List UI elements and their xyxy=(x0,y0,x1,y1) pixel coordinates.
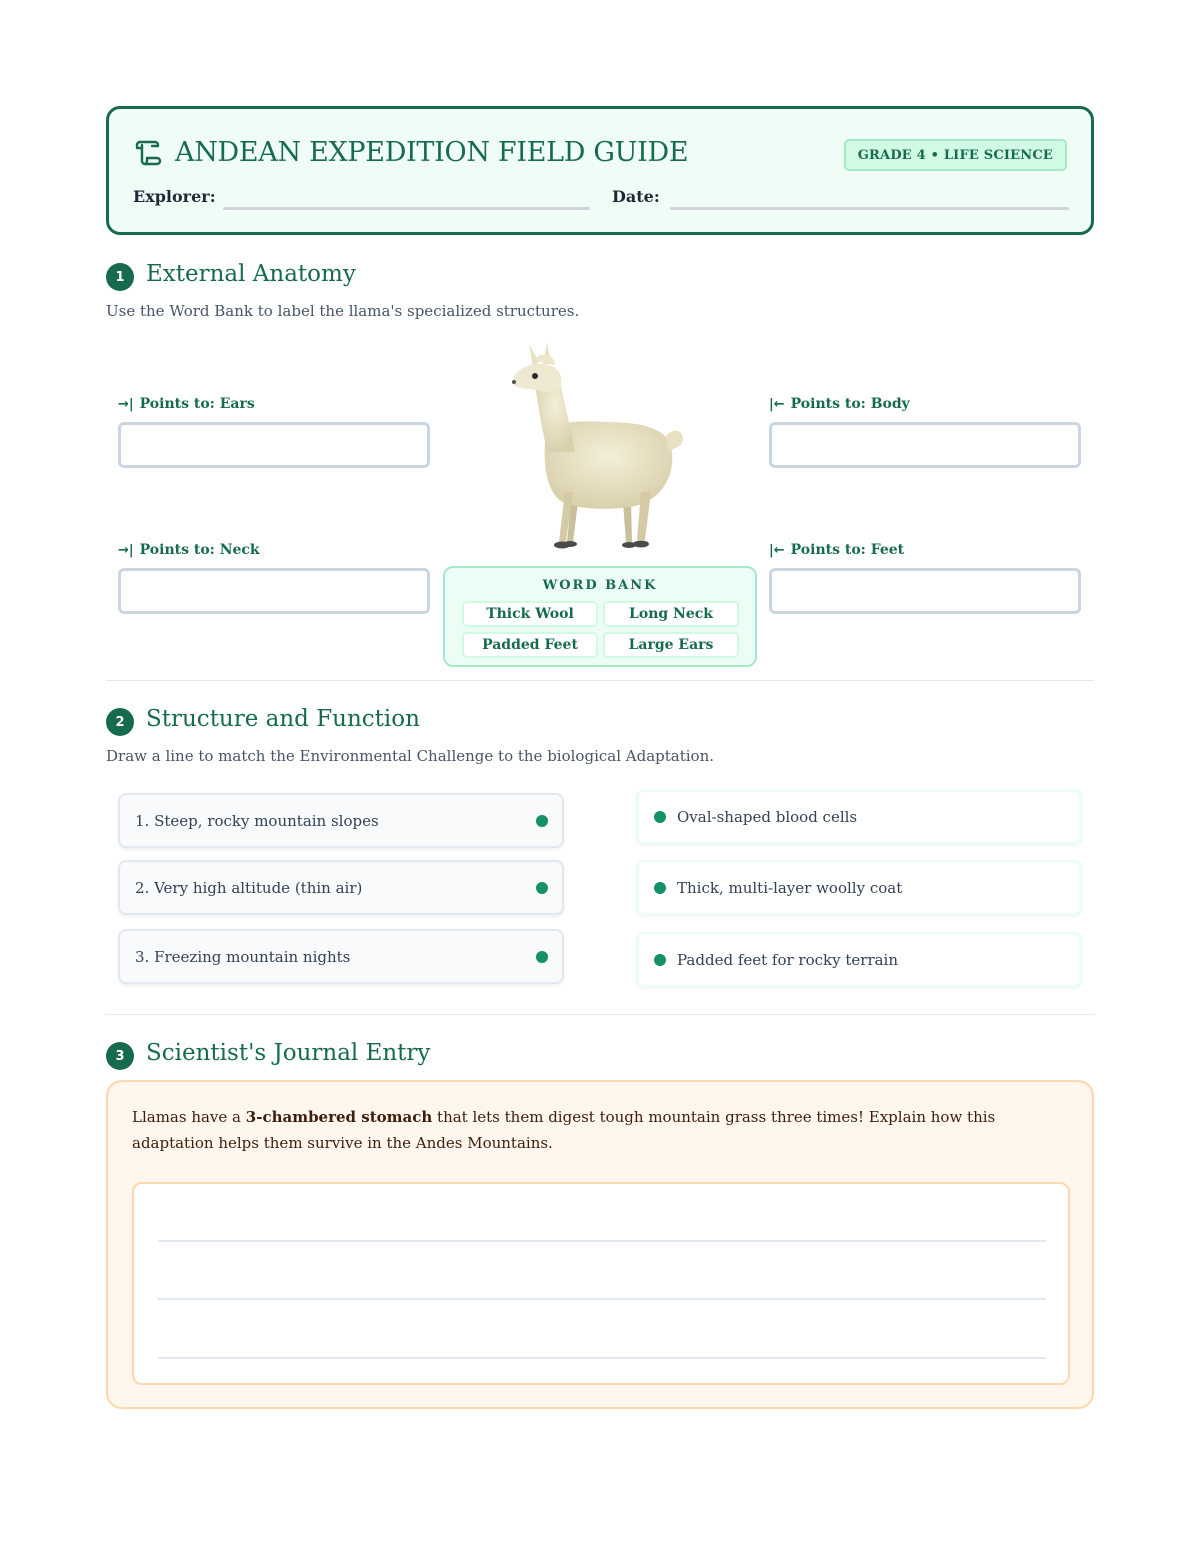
arrow-left-icon: |← xyxy=(769,396,785,412)
adaptation-item[interactable] xyxy=(636,932,1082,988)
arrow-right-icon: →| xyxy=(118,542,134,558)
answer-box-body[interactable] xyxy=(769,422,1081,468)
label-body xyxy=(769,396,910,412)
adaptation-text: Thick, multi-layer woolly coat xyxy=(677,879,903,897)
answer-box-neck[interactable] xyxy=(118,568,430,614)
connector-dot-icon[interactable] xyxy=(536,815,548,827)
journal-prompt-text: that lets them digest tough mountain grass three times! Explain how this adaptation helps them survive in the Andes Mountains. xyxy=(132,1108,996,1152)
label-feet-text: Points to: Feet xyxy=(790,542,905,558)
section-title-structure: Structure and Function xyxy=(146,706,420,732)
date-label: Date: xyxy=(612,187,660,206)
section-title-journal: Scientist's Journal Entry xyxy=(146,1040,431,1066)
arrow-left-icon: |← xyxy=(769,542,785,558)
challenge-item[interactable] xyxy=(118,929,564,984)
label-ears-text: Points to: Ears xyxy=(139,396,255,412)
label-feet xyxy=(769,542,904,558)
section-number-1: 1 xyxy=(106,263,134,291)
grade-badge: GRADE 4 • LIFE SCIENCE xyxy=(844,139,1067,171)
label-ears xyxy=(118,396,255,412)
challenge-text: 1. Steep, rocky mountain slopes xyxy=(135,811,379,830)
writing-line xyxy=(158,1240,1046,1242)
word-bank-chip: Large Ears xyxy=(603,632,739,658)
connector-dot-icon[interactable] xyxy=(654,811,666,823)
adaptation-item[interactable] xyxy=(636,789,1082,845)
word-bank-chip: Long Neck xyxy=(603,601,739,627)
explorer-field[interactable] xyxy=(223,207,590,210)
section-description-structure: Draw a line to match the Environmental Challenge to the biological Adaptation. xyxy=(106,747,715,765)
journal-prompt-bold: 3-chambered stomach xyxy=(245,1108,433,1126)
word-bank xyxy=(443,566,757,667)
label-neck xyxy=(118,542,260,558)
page-title: ANDEAN EXPEDITION FIELD GUIDE xyxy=(175,137,689,168)
word-bank-title: WORD BANK xyxy=(542,578,658,593)
label-body-text: Points to: Body xyxy=(790,396,910,412)
challenge-text: 2. Very high altitude (thin air) xyxy=(135,878,363,897)
answer-box-ears[interactable] xyxy=(118,422,430,468)
adaptation-text: Oval-shaped blood cells xyxy=(677,808,858,826)
section-number-2: 2 xyxy=(106,708,134,736)
challenge-text: 3. Freezing mountain nights xyxy=(135,947,351,966)
explorer-label: Explorer: xyxy=(133,187,216,206)
title-row xyxy=(133,137,688,168)
journal-prompt xyxy=(132,1104,1072,1156)
word-bank-chip: Padded Feet xyxy=(462,632,598,658)
challenge-item[interactable] xyxy=(118,793,564,848)
connector-dot-icon[interactable] xyxy=(536,882,548,894)
writing-line xyxy=(158,1357,1046,1359)
connector-dot-icon[interactable] xyxy=(654,882,666,894)
journal-card xyxy=(106,1080,1094,1409)
section-number-3: 3 xyxy=(106,1042,134,1070)
llama-icon xyxy=(505,342,685,556)
label-neck-text: Points to: Neck xyxy=(139,542,260,558)
journal-prompt-text: Llamas have a xyxy=(132,1108,246,1126)
answer-box-feet[interactable] xyxy=(769,568,1081,614)
word-bank-chip: Thick Wool xyxy=(462,601,598,627)
challenge-item[interactable] xyxy=(118,860,564,915)
section-description-anatomy: Use the Word Bank to label the llama's specialized structures. xyxy=(106,302,580,320)
section-divider xyxy=(106,680,1094,681)
connector-dot-icon[interactable] xyxy=(654,954,666,966)
scroll-icon xyxy=(133,138,163,168)
date-field[interactable] xyxy=(670,207,1069,210)
section-title-anatomy: External Anatomy xyxy=(146,261,356,287)
connector-dot-icon[interactable] xyxy=(536,951,548,963)
arrow-right-icon: →| xyxy=(118,396,134,412)
writing-line xyxy=(158,1298,1046,1300)
adaptation-item[interactable] xyxy=(636,860,1082,916)
section-divider xyxy=(106,1014,1094,1015)
journal-answer-area[interactable] xyxy=(132,1182,1070,1385)
adaptation-text: Padded feet for rocky terrain xyxy=(677,951,899,969)
header-card xyxy=(106,106,1094,235)
